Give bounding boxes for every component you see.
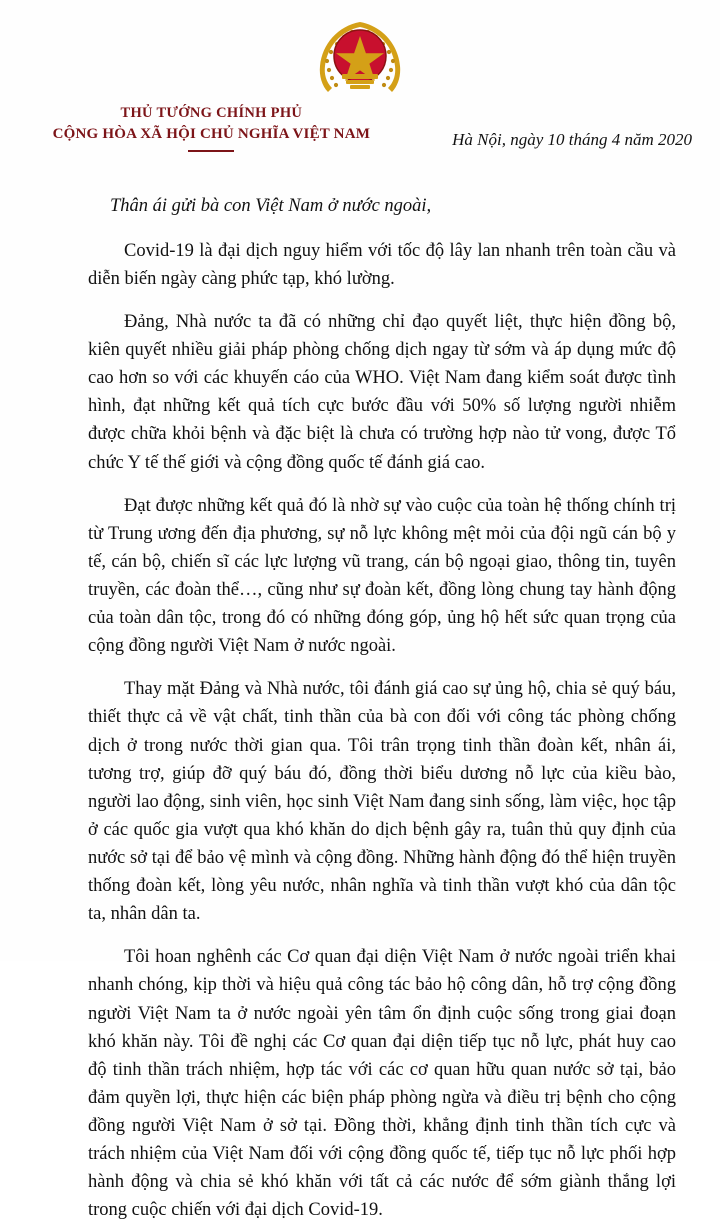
issuer-office: THỦ TƯỚNG CHÍNH PHỦ	[120, 105, 303, 121]
paragraph: Covid-19 là đại dịch nguy hiểm với tốc độ lây lan nhanh trên toàn cầu và diễn biến ngày càng phức tạp, khó lường.	[88, 240, 676, 289]
paragraph: Đạt được những kết quả đó là nhờ sự vào cuộc của toàn hệ thống chính trị từ Trung ương đến địa phương, sự nỗ lực không mệt mỏi của đội ngũ cán bộ y tế, cán bộ, chiến sĩ các lực lượng vũ trang, cán bộ ngoại giao, thông tin, tuyên truyền, các đoàn thể…, cũng như sự đoàn kết, đồng lòng chung tay hành động của toàn dân tộc, trong đó có những đóng góp, ủng hộ hết sức quan trọng của cộng đồng người Việt Nam ở nước ngoài.	[88, 495, 676, 657]
place-date-block	[395, 104, 692, 150]
paragraph: Đảng, Nhà nước ta đã có những chỉ đạo quyết liệt, thực hiện đồng bộ, kiên quyết nhiều giải pháp phòng chống dịch ngay từ sớm và áp dụng mức độ cao hơn so với các khuyến cáo của WHO. Việt Nam đang kiểm soát được tình hình, đạt những kết quả tích cực bước đầu với 50% số lượng người nhiễm được chữa khỏi bệnh và đặc biệt là chưa có trường hợp nào tử vong, được Tổ chức Y tế thế giới và cộng đồng quốc tế đánh giá cao.	[88, 312, 676, 473]
place-date: Hà Nội, ngày 10 tháng 4 năm 2020	[452, 130, 692, 149]
paragraph: Thay mặt Đảng và Nhà nước, tôi đánh giá cao sự ủng hộ, chia sẻ quý báu, thiết thực cả về vật chất, tinh thần của bà con đối với công tác phòng chống dịch ở trong nước thời gian qua. Tôi trân trọng tinh thần đoàn kết, nhân ái, tương trợ, giúp đỡ quý báu đó, đồng thời biểu dương nỗ lực của kiều bào, người lao động, sinh viên, học sinh Việt Nam đang sinh sống, làm việc, học tập ở các quốc gia vượt qua khó khăn do dịch bệnh gây ra, tuân thủ quy định của nước sở tại để bảo vệ mình và cộng đồng. Những hành động đó thể hiện truyền thống đoàn kết, lòng yêu nước, nhân nghĩa và tinh thần vượt khó của dân tộc ta, nhân dân ta.	[88, 679, 676, 925]
issuer-block	[28, 104, 395, 152]
vietnam-national-emblem-icon	[308, 14, 412, 100]
salutation: Thân ái gửi bà con Việt Nam ở nước ngoài,	[110, 195, 432, 216]
country-name: CỘNG HÒA XÃ HỘI CHỦ NGHĨA VIỆT NAM	[52, 125, 371, 142]
emblem-container	[0, 0, 720, 100]
header-divider	[188, 150, 234, 152]
letterhead	[0, 104, 720, 152]
letter-body	[0, 196, 720, 1224]
paragraph: Tôi hoan nghênh các Cơ quan đại diện Việt Nam ở nước ngoài triển khai nhanh chóng, kịp thời và hiệu quả công tác bảo hộ công dân, hỗ trợ cộng đồng người Việt Nam ta ở nước ngoài yên tâm ổn định cuộc sống trong giai đoạn khó khăn này. Tôi đề nghị các Cơ quan đại diện tiếp tục nỗ lực, phát huy cao độ tinh thần trách nhiệm, hợp tác với các cơ quan hữu quan nước sở tại, bảo đảm quyền lợi, thực hiện các biện pháp phòng ngừa và điều trị bệnh cho cộng đồng người Việt Nam ở sở tại. Đồng thời, khẳng định tinh thần tích cực và trách nhiệm của Việt Nam đối với cộng đồng quốc tế, tiếp tục nỗ lực phối hợp hành động và chia sẻ khó khăn với tất cả các nước để sớm giành thắng lợi trong cuộc chiến với đại dịch Covid-19.	[88, 947, 676, 1221]
